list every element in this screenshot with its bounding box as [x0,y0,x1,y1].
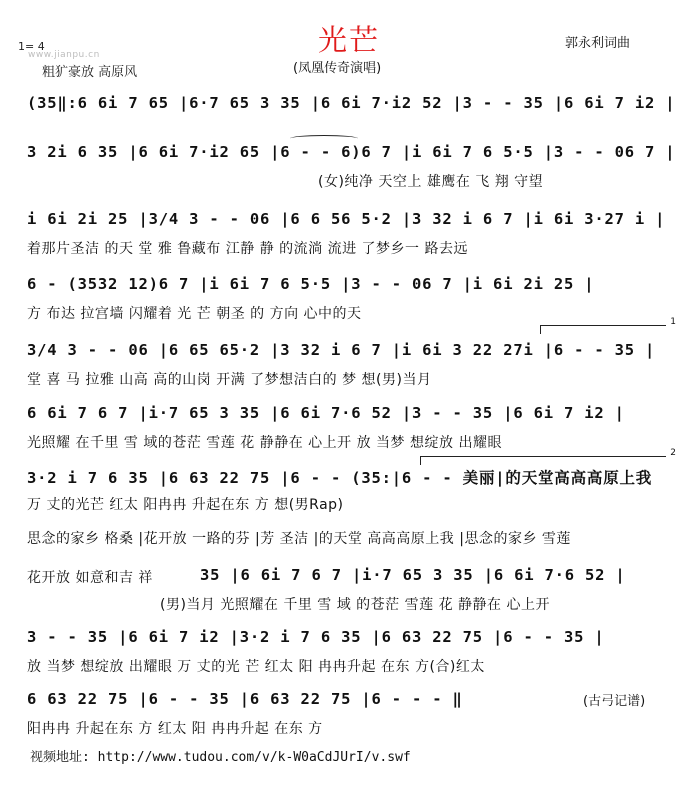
score-system-9 [0,566,693,628]
notation-row: 3/4 3 - - 06 |6 65 65·2 |3 32 i 6 7 |i 6i 3 22 27i |6 - - 35 | [27,341,656,359]
volta-2: 2 [420,456,666,465]
notation-row: 6 63 22 75 |6 - - 35 |6 63 22 75 |6 - - - ‖ [27,690,463,708]
tie-mark [290,135,358,142]
performer-note: (凤凰传奇演唱) [293,61,382,76]
notation-row: i 6i 2i 25 |3/4 3 - - 06 |6 6 56 5·2 |3 32 i 6 7 |i 6i 3·27 i | [27,210,666,228]
lyric-row: 阳冉冉 升起在东 方 红太 阳 冉冉升起 在东 方 [27,721,323,737]
notation-row: 6 - (3532 12)6 7 |i 6i 7 6 5·5 |3 - - 06 7 |i 6i 2i 25 | [27,275,595,293]
lyric-row: 堂 喜 马 拉雅 山高 高的山岗 开满 了梦想洁白的 梦 想(男)当月 [27,372,432,388]
watermark: www.jianpu.cn [28,50,100,60]
lyric-row: 万 丈的光芒 红太 阳冉冉 升起在东 方 想(男Rap) [27,497,344,513]
notation-row: 3·2 i 7 6 35 |6 63 22 75 |6 - - (35:|6 - - 美丽|的天堂高高高原上我 [27,469,653,487]
lyric-line-continuation: 花开放 如意和吉 祥 [27,570,153,586]
score-system-4 [0,275,693,337]
score-system-2 [0,143,693,205]
volta-1: 1 [540,325,666,334]
notation-row: 3 2i 6 35 |6 6i 7·i2 65 |6 - - 6)6 7 |i 6i 7 6 5·5 |3 - - 06 7 | [27,143,676,161]
lyric-row: (女)纯净 天空上 雄鹰在 飞 翔 守望 [318,174,544,190]
notation-row: 6 6i 7 6 7 |i·7 65 3 35 |6 6i 7·6 52 |3 - - 35 |6 6i 7 i2 | [27,404,625,422]
notation-row: 3 - - 35 |6 6i 7 i2 |3·2 i 7 6 35 |6 63 22 75 |6 - - 35 | [27,628,605,646]
notation-row: (35‖:6 6i 7 65 |6·7 65 3 35 |6 6i 7·i2 52 |3 - - 35 |6 6i 7 i2 | [27,94,676,112]
lyric-row: 放 当梦 想绽放 出耀眼 万 丈的光 芒 红太 阳 冉冉升起 在东 方(合)红太 [27,659,485,675]
style-note: 粗犷豪放 高原风 [42,65,138,80]
key-signature: 1= 4 [18,40,45,53]
song-title: 光芒 [318,23,381,57]
notation-row: 35 |6 6i 7 6 7 |i·7 65 3 35 |6 6i 7·6 52 | [200,566,626,584]
lyric-row: 方 布达 拉宫墙 闪耀着 光 芒 朝圣 的 方向 心中的天 [27,306,362,322]
composer-credit: 郭永利词曲 [565,36,631,51]
transcriber-note: (古弓记谱) [583,694,646,709]
lyric-row: 着那片圣洁 的天 堂 雅 鲁藏布 江静 静 的流淌 流进 了梦乡一 路去远 [27,241,469,257]
rap-lyric-line: 思念的家乡 格桑 |花开放 一路的芬 |芳 圣洁 |的天堂 高高高原上我 |思念的家乡 雪莲 [27,531,571,547]
video-link[interactable]: 视频地址: http://www.tudou.com/v/k-W0aCdJUrI/v.swf [30,750,411,765]
score-system-10 [0,628,693,690]
lyric-row: 光照耀 在千里 雪 域的苍茫 雪莲 花 静静在 心上开 放 当梦 想绽放 出耀眼 [27,435,502,451]
lyric-row: (男)当月 光照耀在 千里 雪 域 的苍茫 雪莲 花 静静在 心上开 [160,597,550,613]
score-system-7 [0,448,693,528]
score-system-5 [0,341,693,403]
score-system-3 [0,210,693,272]
